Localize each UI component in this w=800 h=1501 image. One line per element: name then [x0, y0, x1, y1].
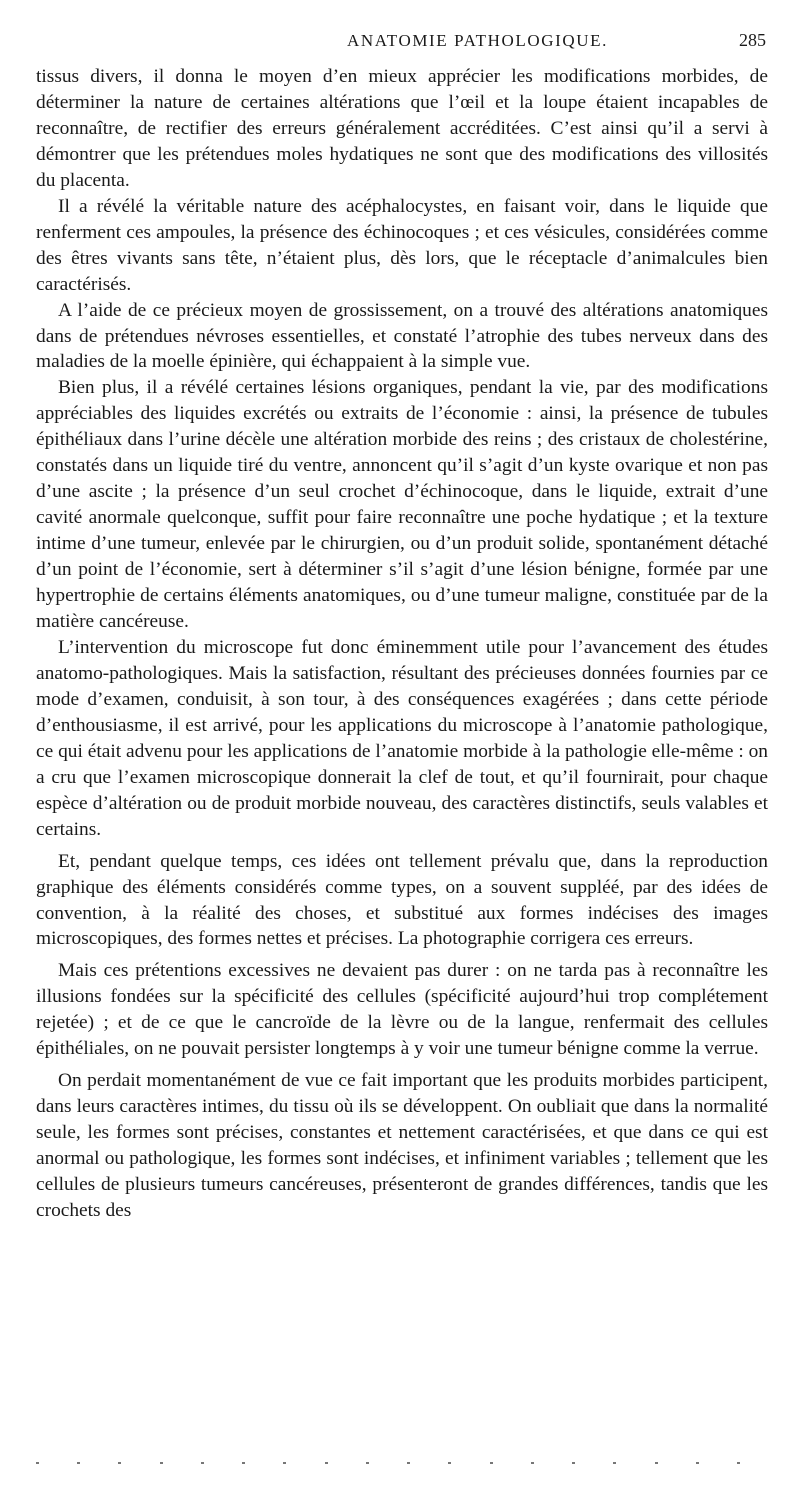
- paragraph: Bien plus, il a révélé certaines lésions organiques, pendant la vie, par des modifications appréciables des liquides excrétés ou extraits de l’économie : ainsi, la présence de tubules épithéliaux dans l’urine décèle une altération morbide des reins ; des cristaux de cholestérine, constatés dans un liquide tiré du ventre, annoncent qu’il s’agit d’un kyste ovarique et non pas d’une ascite ; la présence d’un seul crochet d’échinocoque, dans le liquide, extrait d’une cavité anormale quelconque, suffit pour faire reconnaître une poche hydatique ; et la texture intime d’une tumeur, enlevée par le chirurgien, ou d’un produit solide, spontanément détaché d’un point de l’économie, sert à déterminer s’il s’agit d’une lésion bénigne, formée par une hypertrophie de certains éléments anatomiques, ou d’une tumeur maligne, constituée par de la matière cancéreuse.: [36, 377, 768, 633]
- scan-mark: [160, 1462, 163, 1464]
- paragraph: tissus divers, il donna le moyen d’en mieux apprécier les modifications morbides, de déterminer la nature de certaines altérations que l’œil et la loupe étaient incapables de reconnaître, de rectifier des erreurs généralement accréditées. C’est ainsi qu’il a servi à démontrer que les prétendues moles hydatiques ne sont que des modifications des villosités du placenta.: [36, 66, 768, 191]
- paragraph: Il a révélé la véritable nature des acéphalocystes, en faisant voir, dans le liquide que renferment ces ampoules, la présence des échinocoques ; et ces vésicules, considérées comme des êtres vivants sans tête, n’étaient plus, dès lors, que le réceptacle d’animalcules bien caractérisés.: [36, 195, 768, 295]
- scan-mark: [490, 1462, 493, 1464]
- scan-mark: [613, 1462, 616, 1464]
- paragraph: Et, pendant quelque temps, ces idées ont tellement prévalu que, dans la reproduction graphique des éléments considérés comme types, on a souvent suppléé, par des idées de convention, à la réalité des choses, et substitué aux formes indécises des images microscopiques, des formes nettes et précises. La photographie corrigera ces erreurs.: [36, 850, 768, 950]
- page-number: 285: [739, 30, 766, 50]
- body-text: [36, 64, 768, 1224]
- scan-mark: [655, 1462, 658, 1464]
- scan-mark: [531, 1462, 534, 1464]
- scan-mark: [448, 1462, 451, 1464]
- footer-scan-marks: [36, 1462, 740, 1468]
- paragraph: Mais ces prétentions excessives ne devaient pas durer : on ne tarda pas à reconnaître les illusions fondées sur la spécificité des cellules (spécificité aujourd’hui trop complétement rejetée) ; et de ce que le cancroïde de la lèvre ou de la langue, renfermait des cellules épithéliales, on ne pouvait persister longtemps à y voir une tumeur bénigne comme la verrue.: [36, 960, 768, 1060]
- scan-mark: [36, 1462, 39, 1464]
- scan-mark: [242, 1462, 245, 1464]
- scan-mark: [366, 1462, 369, 1464]
- scan-mark: [77, 1462, 80, 1464]
- paragraph: On perdait momentanément de vue ce fait important que les produits morbides participent, dans leurs caractères intimes, du tissu où ils se développent. On oubliait que dans la normalité seule, les formes sont précises, constantes et nettement caractérisées, et que dans ce qui est anormal ou pathologique, les formes sont indécises, et infiniment variables ; tellement que les cellules de plusieurs tumeurs cancéreuses, présenteront de grandes différences, tandis que les crochets des: [36, 1070, 768, 1221]
- scan-mark: [407, 1462, 410, 1464]
- scan-mark: [572, 1462, 575, 1464]
- running-title: ANATOMIE PATHOLOGIQUE.: [347, 31, 608, 50]
- scan-mark: [118, 1462, 121, 1464]
- scan-mark: [283, 1462, 286, 1464]
- paragraph: A l’aide de ce précieux moyen de grossissement, on a trouvé des altérations anatomiques dans de prétendues névroses essentielles, et constaté l’atrophie des tubes nerveux dans des maladies de la moelle épinière, qui échappaient à la simple vue.: [36, 299, 768, 373]
- scan-mark: [737, 1462, 740, 1464]
- page-header: [36, 30, 768, 60]
- scan-mark: [696, 1462, 699, 1464]
- scan-mark: [201, 1462, 204, 1464]
- paragraph: L’intervention du microscope fut donc éminemment utile pour l’avancement des études anatomo-pathologiques. Mais la satisfaction, résultant des précieuses données fournies par ce mode d’examen, conduisit, à son tour, à des conséquences exagérées ; dans cette période d’enthousiasme, il est arrivé, pour les applications du microscope à l’anatomie pathologique, ce qui était advenu pour les applications de l’anatomie morbide à la pathologie elle-même : on a cru que l’examen microscopique donnerait la clef de tout, et qu’il fournirait, pour chaque espèce d’altération ou de produit morbide nouveau, des caractères distinctifs, seuls valables et certains.: [36, 636, 768, 840]
- scan-mark: [325, 1462, 328, 1464]
